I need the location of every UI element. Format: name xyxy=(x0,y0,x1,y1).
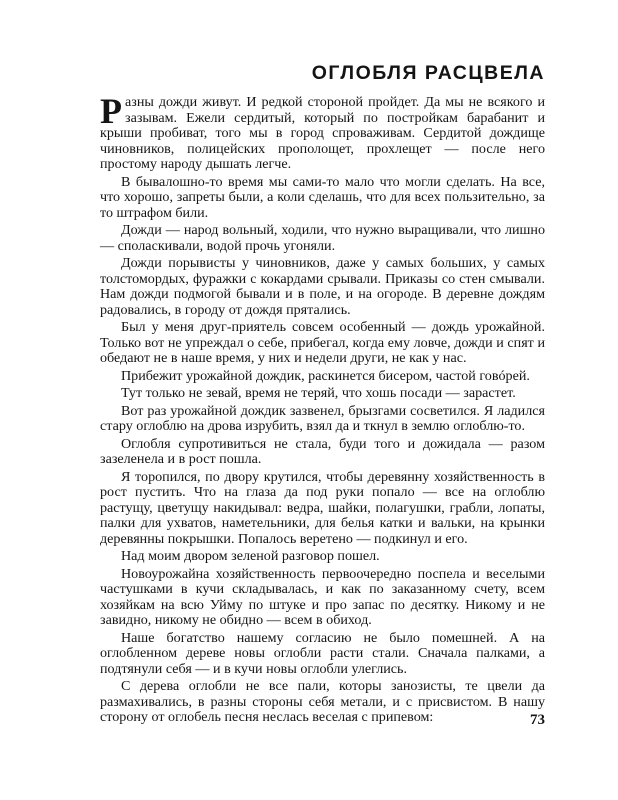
paragraph-11: Над моим двором зеленой разговор пошел. xyxy=(121,548,380,564)
paragraph-5: Был у меня друг-приятель совсем особенный — дождь урожайной. Только вот не упреждал о себе, прибегал, когда ему ловче, дожди и спят и обедают не в наше время, у них и недели други, не как у нас. xyxy=(100,319,545,366)
page-number: 73 xyxy=(530,712,545,728)
paragraph-7: Тут только не зевай, время не теряй, что хошь посади — зарастет. xyxy=(121,385,516,401)
paragraph-10: Я торопился, по двору крутился, чтобы деревянну хозяйственность в рост пустить. Что на глаза да под руки попало — все на оглоблю растущу, цветущу накидывал: ведра, шайки, полагушки, грабли, лопаты, палки для ухватов, наметельники, для белья катки и вальки, на крынки деревянны покрышки. Попалось веретено — подкинул и его. xyxy=(100,468,545,547)
paragraph-12: Новоурожайна хозяйственность первоочередно поспела и веселыми частушками в кучи складывалась, и как по заказанному счету, всем хозяйкам на всю Уйму по штуке и про запас по десятку. Никому и не завидно, никому не обидно — всем в обиход. xyxy=(100,565,545,628)
paragraph-2: В бывалошно-то время мы сами-то мало что могли сделать. На все, что хорошо, запреты были, а коли сделашь, что для всех пользительно, за то штрафом били. xyxy=(100,173,545,221)
paragraph-13: Наше богатство нашему согласию не было помешней. А на оглобленном дереве новы оглобли расти стали. Сначала палками, а подтянули себя — и в кучи новы оглобли улеглись. xyxy=(100,629,545,677)
paragraph-14: С дерева оглобли не все пали, которы занозисты, те цвели да размахивались, в разны стороны себя метали, и с присвистом. В нашу сторону от оглобель песня неслась веселая с припевом: xyxy=(100,678,545,725)
body-text xyxy=(100,91,545,728)
paragraph-1-text: азны дожди живут. И редкой стороной пройдет. Да мы не всякого и зазывам. Ежели сердитый, который по постройкам барабанит и крыши пробиват, того мы в город спроваживам. Сердитой дождище чиновников, полицейских прополощет, прохлещет — после него простому народу дышать легче. xyxy=(100,94,545,172)
paragraph-8: Вот раз урожайной дождик зазвенел, брызгами сосветился. Я ладился стару оглоблю на дрова изрубить, взял да и ткнул в землю оглоблю-то. xyxy=(100,402,545,434)
paragraph-6: Прибежит урожайной дождик, раскинется бисером, частой говóрей. xyxy=(121,367,530,384)
paragraph-9: Оглобля супротивиться не стала, буди того и дожидала — разом зазеленела и в рост пошла. xyxy=(100,435,545,467)
paragraph-4: Дожди порывисты у чиновников, даже у самых больших, у самых толстомордых, фуражки с кокардами срывали. Приказы со стен смывали. Нам дожди подмогой бывали и в поле, и на огороде. В деревне дождям радовались, в городу от дождя прятались. xyxy=(100,255,545,318)
chapter-title: ОГЛОБЛЯ РАСЦВЕЛА xyxy=(311,62,545,84)
paragraph-1 xyxy=(100,91,545,173)
paragraph-3: Дожди — народ вольный, ходили, что нужно выращивали, что лишно — споласкивали, водой прочь угоняли. xyxy=(100,222,545,254)
drop-cap: Р xyxy=(100,91,122,131)
